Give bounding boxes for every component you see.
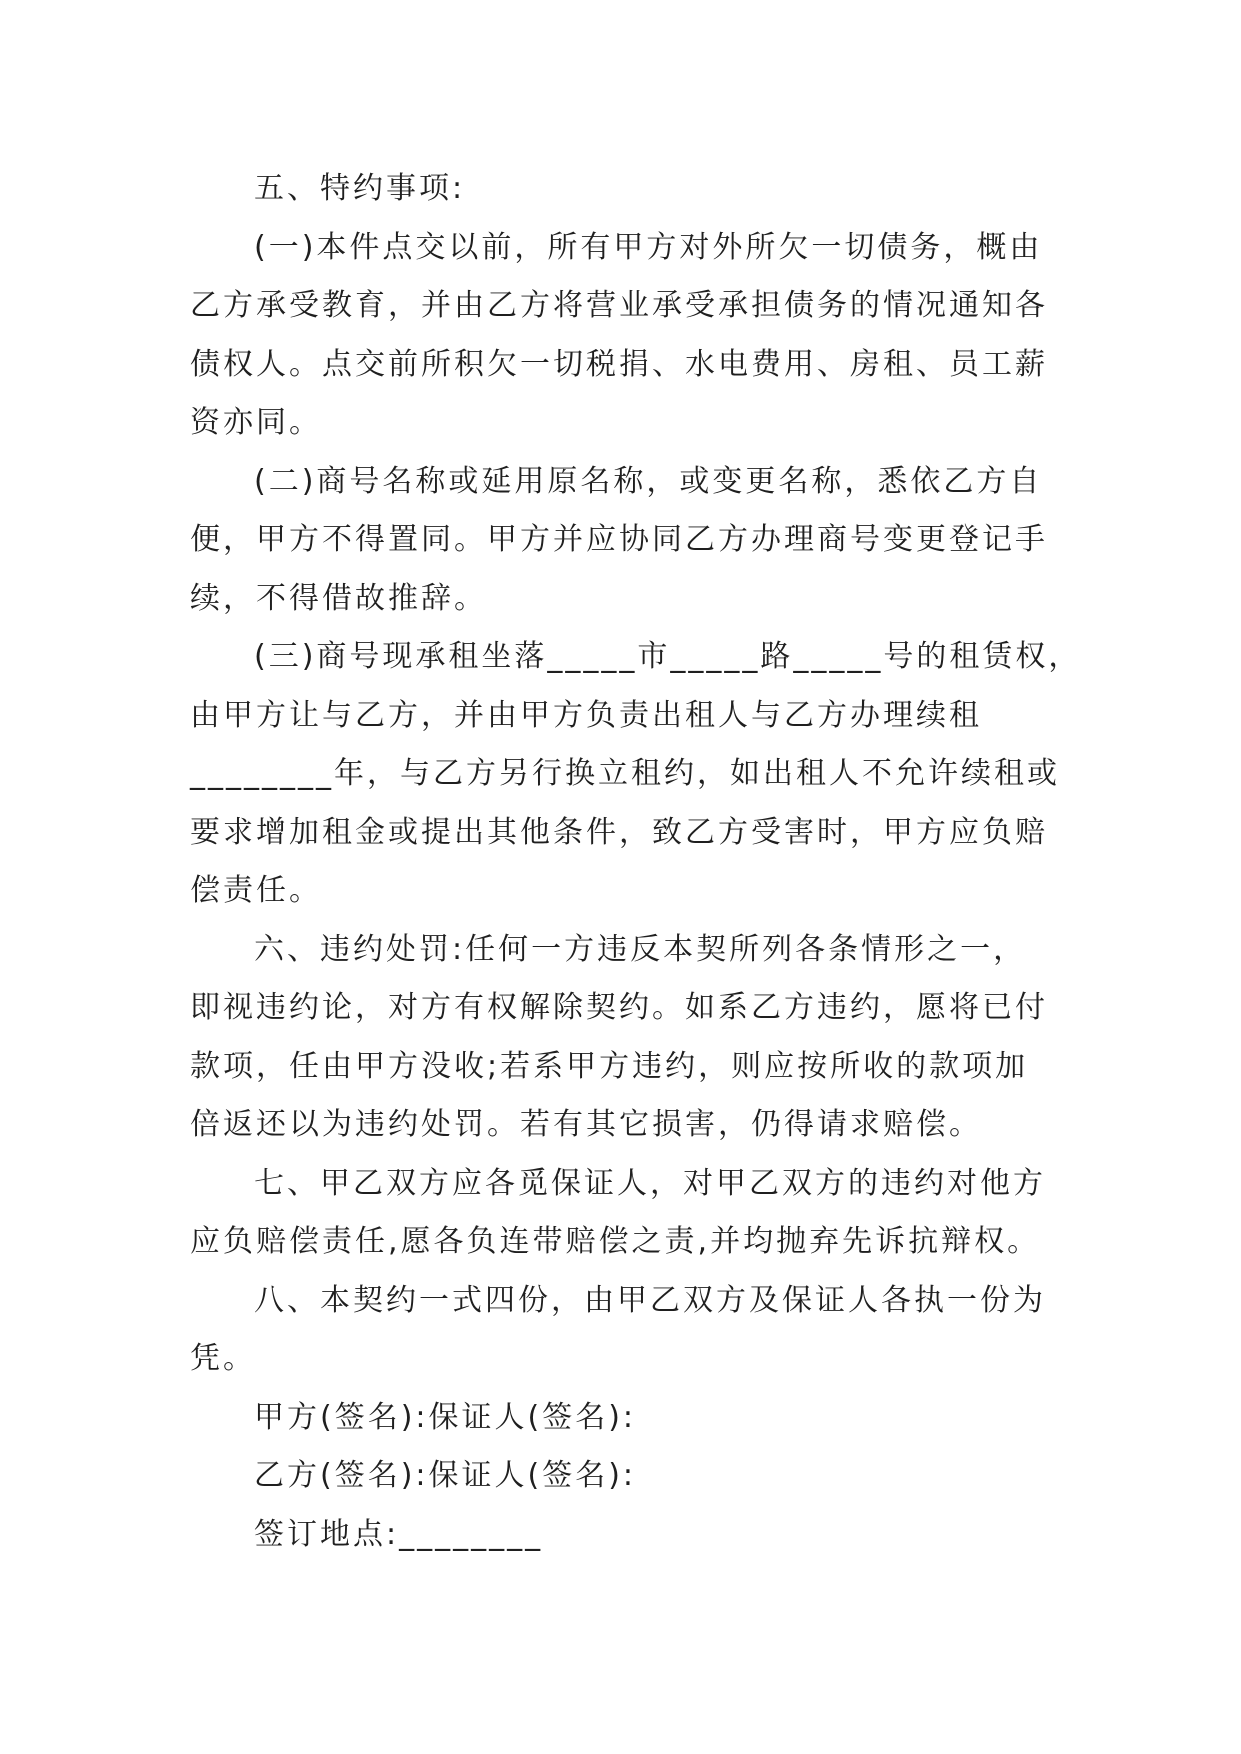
document-body <box>190 160 1082 1564</box>
text-line: 倍返还以为违约处罚。若有其它损害，仍得请求赔偿。 <box>190 1107 982 1142</box>
text-line: 由甲方让与乙方，并由甲方负责出租人与乙方办理续租 <box>190 697 982 733</box>
paragraph-signing-place <box>190 1506 1050 1565</box>
paragraph-clause-5-1 <box>190 219 1050 453</box>
text-line: 债权人。点交前所积欠一切税捐、水电费用、房租、员工薪 <box>190 346 1048 382</box>
text-line: 凭。 <box>190 1341 256 1376</box>
paragraph-clause-5-3 <box>190 628 1082 921</box>
text-line: 续，不得借故推辞。 <box>190 580 487 616</box>
paragraph-section-7 <box>190 1155 1050 1272</box>
text-line: 乙方(签名):保证人(签名): <box>254 1458 637 1493</box>
text-line: 便，甲方不得置同。甲方并应协同乙方办理商号变更登记手 <box>190 522 1048 557</box>
paragraph-section-5-heading <box>190 160 1050 219</box>
paragraph-section-8 <box>190 1272 1050 1389</box>
text-line: 要求增加租金或提出其他条件，致乙方受害时，甲方应负赔 <box>190 814 1048 850</box>
paragraph-signature-party-a <box>190 1389 1050 1448</box>
text-line: 七、甲乙双方应各觅保证人，对甲乙双方的违约对他方 <box>254 1165 1046 1201</box>
text-line: 五、特约事项: <box>254 171 466 206</box>
text-line: 款项，任由甲方没收;若系甲方违约，则应按所收的款项加 <box>190 1048 1029 1084</box>
text-line: 甲方(签名):保证人(签名): <box>254 1399 637 1435</box>
text-line: 即视违约论，对方有权解除契约。如系乙方违约，愿将已付 <box>190 990 1048 1025</box>
text-line: (三)商号现承租坐落_____市_____路_____号的租赁权， <box>254 639 1082 674</box>
text-line: 资亦同。 <box>190 405 322 440</box>
text-line: 八、本契约一式四份，由甲乙双方及保证人各执一份为 <box>254 1282 1046 1318</box>
paragraph-signature-party-b <box>190 1447 1050 1506</box>
text-line: 乙方承受教育，并由乙方将营业承受承担债务的情况通知各 <box>190 288 1048 323</box>
paragraph-section-6 <box>190 921 1050 1155</box>
text-line: 六、违约处罚:任何一方违反本契所列各条情形之一， <box>254 931 1027 967</box>
text-line: (一)本件点交以前，所有甲方对外所欠一切债务，概由 <box>254 229 1043 265</box>
paragraph-clause-5-2 <box>190 453 1050 629</box>
text-line: 偿责任。 <box>190 873 322 908</box>
text-line: 应负赔偿责任,愿各负连带赔偿之责,并均抛弃先诉抗辩权。 <box>190 1224 1041 1259</box>
text-line: ________年，与乙方另行换立租约，如出租人不允许续租或 <box>190 756 1060 791</box>
text-line: 签订地点:________ <box>254 1516 544 1552</box>
text-line: (二)商号名称或延用原名称，或变更名称，悉依乙方自 <box>254 463 1043 499</box>
